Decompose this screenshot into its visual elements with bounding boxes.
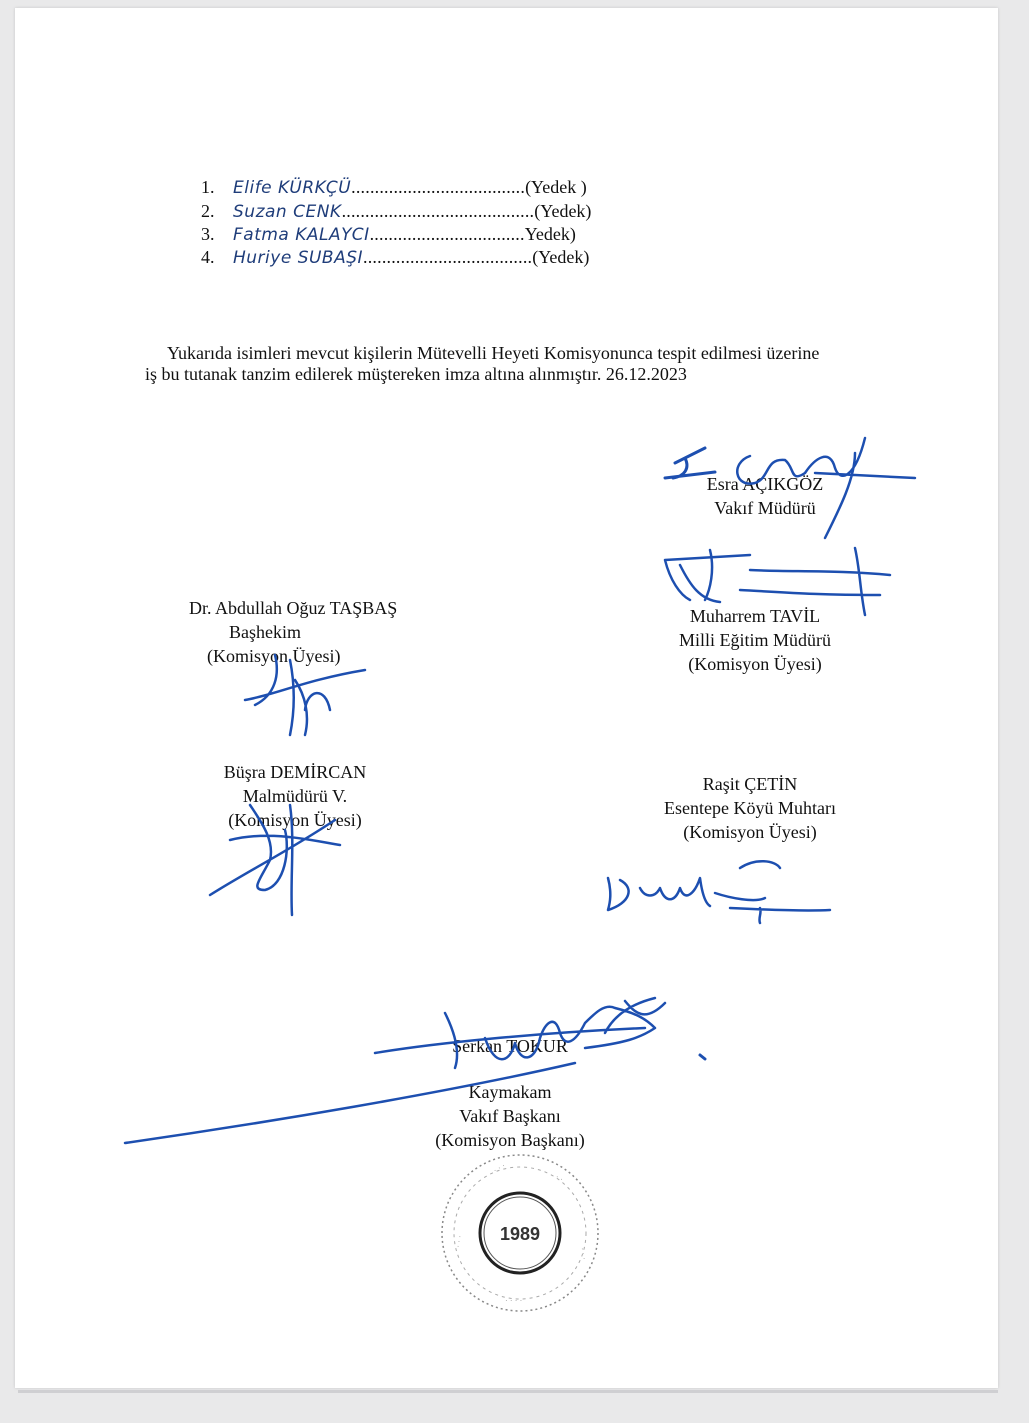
signatory-name: Esra AÇIKGÖZ xyxy=(706,474,824,494)
signatory-title: Malmüdürü V. xyxy=(242,786,348,806)
svg-text:· · ·: · · · xyxy=(491,1160,507,1175)
signatory-title: Kaymakam xyxy=(468,1082,552,1102)
list-number: 1. xyxy=(201,177,215,197)
seal-year: 1989 xyxy=(499,1224,541,1244)
list-item xyxy=(201,200,591,223)
official-seal xyxy=(435,1148,605,1318)
signatory-name: Muharrem TAVİL xyxy=(689,606,821,626)
signatory-busra xyxy=(195,760,395,832)
signatory-role: (Komisyon Başkanı) xyxy=(435,1130,585,1150)
handwritten-name: Suzan CENK xyxy=(233,202,342,222)
page-bottom-edge xyxy=(18,1390,998,1393)
signatory-rasit xyxy=(645,772,855,844)
statement-line-1: Yukarıda isimleri mevcut kişilerin Mütevelli Heyeti Komisyonunca tespit edilmesi üzerine xyxy=(167,343,820,363)
signatory-role: (Komisyon Üyesi) xyxy=(207,646,341,666)
signature-rasit xyxy=(590,848,840,928)
list-item xyxy=(201,246,589,269)
list-number: 3. xyxy=(201,224,215,244)
signatory-title: Başhekim xyxy=(229,622,301,642)
signatory-name: Serkan TOKUR xyxy=(452,1036,568,1056)
list-role: (Yedek) xyxy=(534,201,592,221)
signatory-role: (Komisyon Üyesi) xyxy=(683,822,817,842)
handwritten-name: Fatma KALAYCI xyxy=(233,225,370,245)
list-role: (Yedek ) xyxy=(525,177,587,197)
dotted-leader: ................................. xyxy=(369,224,525,244)
list-number: 4. xyxy=(201,247,215,267)
list-item xyxy=(201,223,576,246)
signatory-title: Esentepe Köyü Muhtarı xyxy=(664,798,836,818)
signatory-name: Dr. Abdullah Oğuz TAŞBAŞ xyxy=(189,598,398,618)
dotted-leader: ..................................... xyxy=(351,177,526,197)
dotted-leader: ......................................... xyxy=(341,201,535,221)
signatory-muharrem xyxy=(655,604,855,676)
signatory-role: (Komisyon Üyesi) xyxy=(688,654,822,674)
signatory-title: Milli Eğitim Müdürü xyxy=(678,630,831,650)
svg-text:· · · ·: · · · · xyxy=(505,1296,523,1305)
dotted-leader: .................................... xyxy=(363,247,533,267)
list-item xyxy=(201,176,587,199)
signatory-title: Vakıf Müdürü xyxy=(714,498,816,518)
handwritten-name: Elife KÜRKÇÜ xyxy=(233,178,352,198)
document-page xyxy=(15,8,998,1388)
list-number: 2. xyxy=(201,201,215,221)
statement-line-2: iş bu tutanak tanzim edilerek müştereken imza altına alınmıştır. 26.12.2023 xyxy=(145,364,687,384)
signatory-esra xyxy=(685,472,845,520)
svg-text:· ·: · · xyxy=(554,1171,566,1184)
svg-text:· · ·: · · · xyxy=(453,1234,465,1249)
signatory-name: Raşit ÇETİN xyxy=(702,774,798,794)
svg-text:· · ·: · · · xyxy=(578,1246,590,1261)
list-role: Yedek) xyxy=(524,224,576,244)
signatory-serkan xyxy=(410,1034,610,1152)
handwritten-name: Huriye SUBAŞI xyxy=(233,248,364,268)
list-role: (Yedek) xyxy=(532,247,590,267)
signatory-abdullah xyxy=(175,596,455,668)
signatory-title: Vakıf Başkanı xyxy=(459,1106,561,1126)
signatory-name: Büşra DEMİRCAN xyxy=(223,762,367,782)
signatory-role: (Komisyon Üyesi) xyxy=(228,810,362,830)
